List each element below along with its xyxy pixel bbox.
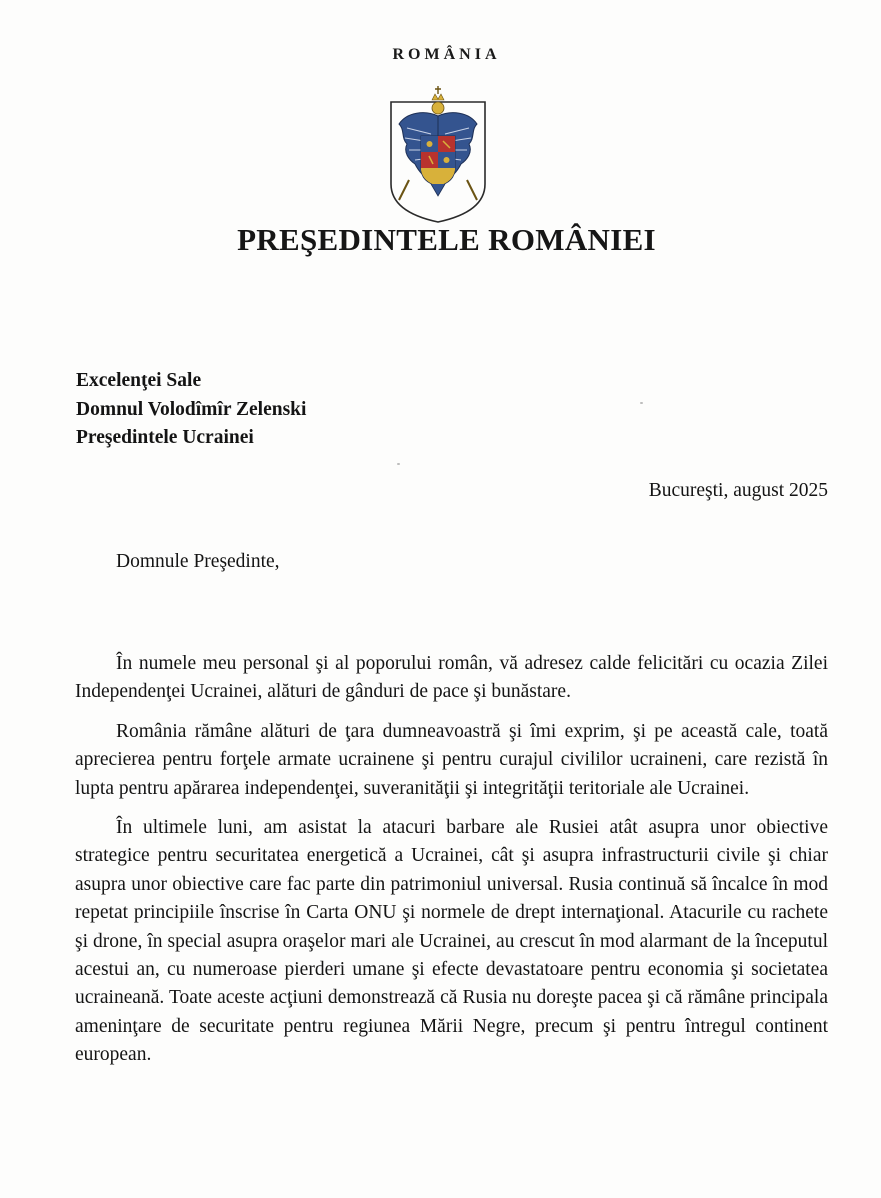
body-paragraph: În ultimele luni, am asistat la atacuri barbare ale Rusiei atât asupra unor obiective strategice pentru securitatea energetică a Ucrainei, cât şi asupra infrastructurii civile şi chiar asupra unor obiective care fac parte din patrimoniul universal. Rusia continuă să încalce în mod repetat principiile înscrise în Carta ONU şi normele de drept internaţional. Atacurile cu rachete şi drone, în special asupra oraşelor mari ale Ucrainei, au crescut în mod alarmant de la începutul acestui an, cu numeroase pierderi umane şi efecte devastatoare pentru economia şi societatea ucraineană. Toate aceste acţiuni demonstrează că Rusia nu doreşte pacea şi că rămâne principala ameninţare de securitate pentru regiunea Mării Negre, precum şi pentru întregul continent european. (75, 817, 828, 1066)
recipient-title: Preşedintele Ucrainei (76, 427, 254, 448)
recipient-block (76, 367, 306, 453)
scan-speck (640, 402, 643, 404)
country-name: ROMÂNIA (392, 46, 501, 63)
coat-of-arms-icon (385, 72, 491, 224)
body-paragraph: România rămâne alături de ţara dumneavoastră şi îmi exprim, şi pe această cale, toată aprecierea pentru forţele armate ucrainene şi pentru curajul civililor ucraineni, care rezistă în lupta pentru apărarea independenţei, suveranităţii şi integrităţii teritoriale ale Ucrainei. (75, 720, 828, 799)
letter-body (75, 650, 828, 1081)
salutation: Domnule Preşedinte, (116, 551, 280, 572)
place-and-date: Bucureşti, august 2025 (648, 480, 828, 501)
recipient-name: Domnul Volodîmîr Zelenski (76, 398, 307, 420)
scan-speck (397, 463, 400, 465)
body-paragraph: În numele meu personal şi al poporului român, vă adresez calde felicitări cu ocazia Zilei Independenţei Ucrainei, alături de gânduri de pace şi bunăstare. (75, 653, 828, 703)
institution-title: PREŞEDINTELE ROMÂNIEI (237, 222, 656, 257)
recipient-honorific: Excelenţei Sale (76, 370, 202, 391)
